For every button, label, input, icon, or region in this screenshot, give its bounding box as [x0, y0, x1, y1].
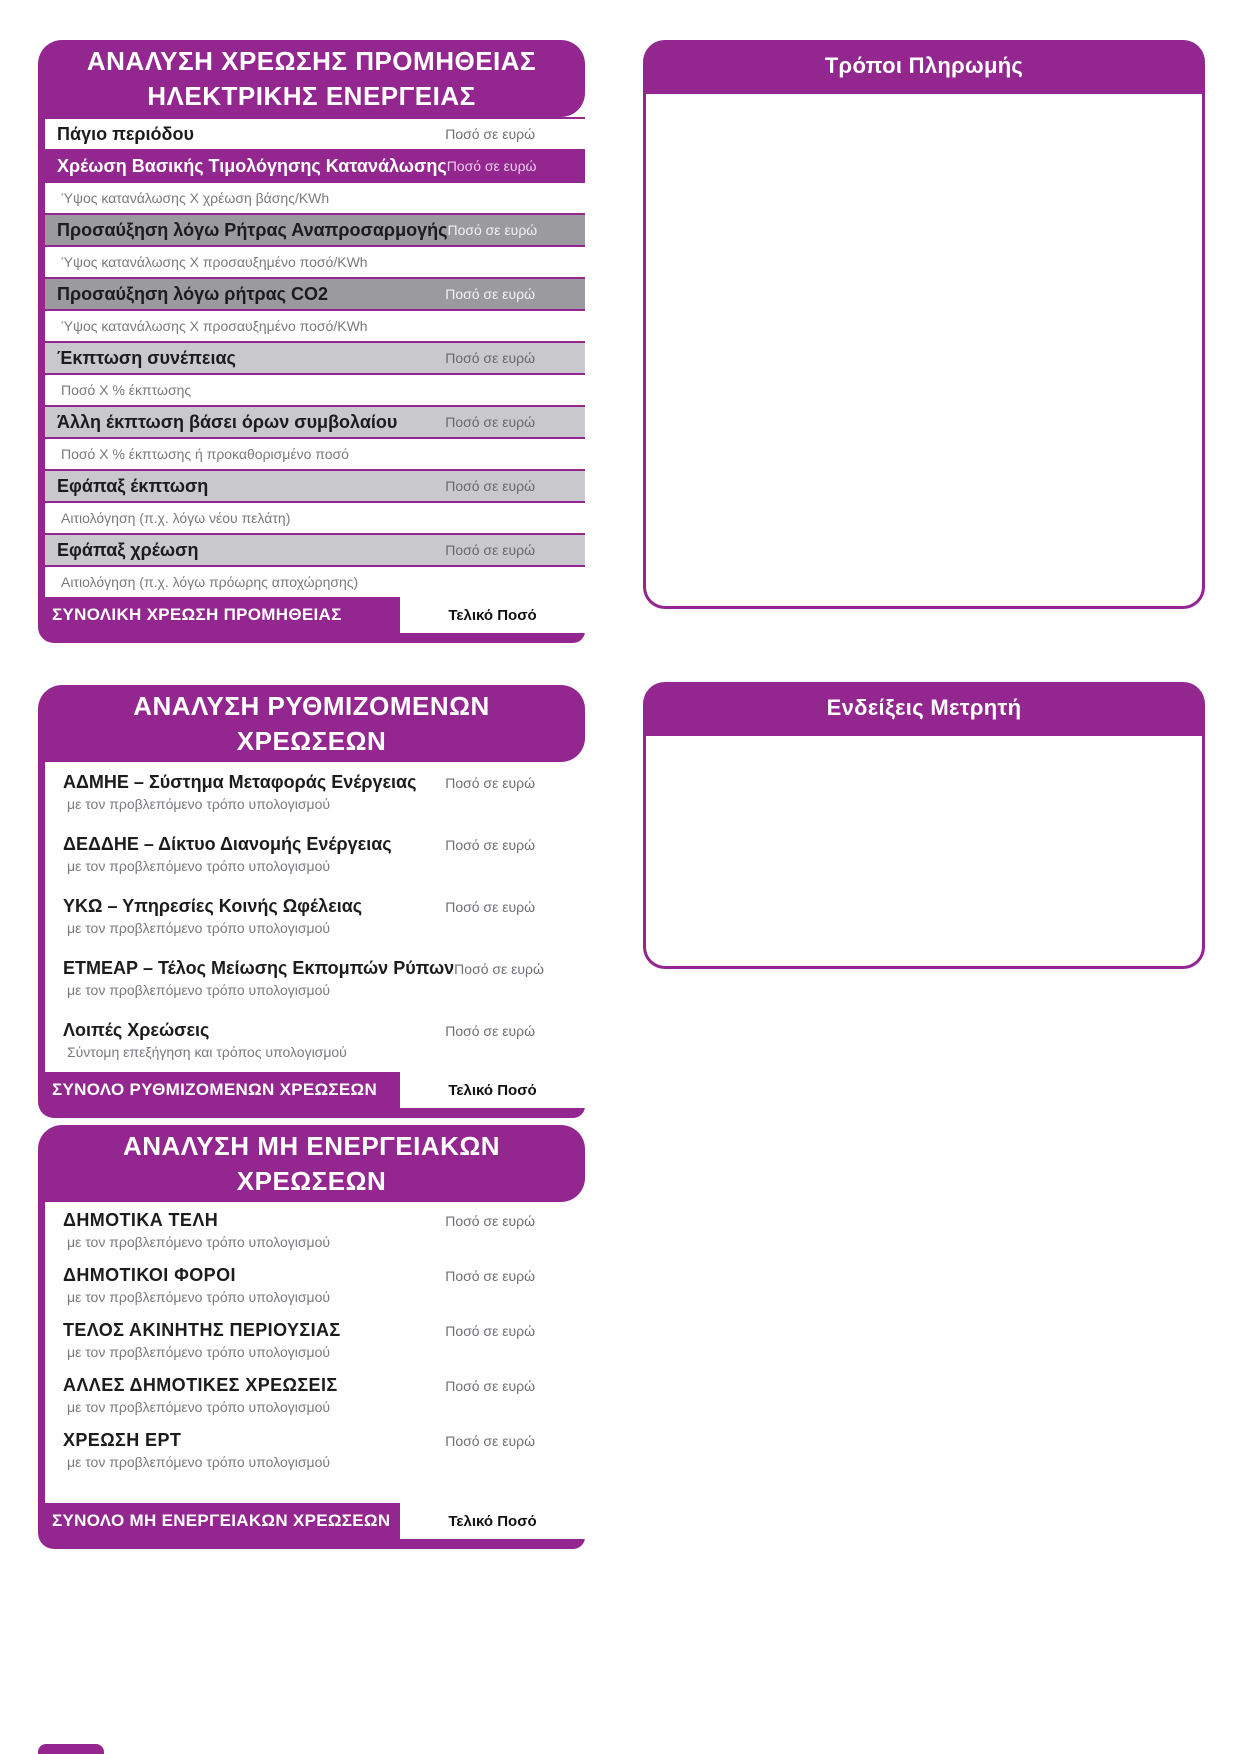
total-label: ΣΥΝΟΛΙΚΗ ΧΡΕΩΣΗ ΠΡΟΜΗΘΕΙΑΣ [52, 605, 342, 624]
charge-formula: Αιτιολόγηση (π.χ. λόγω νέου πελάτη) [61, 510, 291, 526]
charge-label: Λοιπές Χρεώσεις [63, 1020, 210, 1040]
charge-label: Εφάπαξ έκπτωση [57, 475, 209, 496]
charge-formula-row [45, 181, 585, 213]
regulated-section-title [38, 685, 585, 762]
charge-row [45, 948, 585, 1010]
left-column [38, 40, 585, 1549]
charge-formula: Ποσό Χ % έκπτωσης [61, 382, 192, 398]
amount-placeholder: Ποσό σε ευρώ [445, 350, 535, 366]
charge-label: Εφάπαξ χρέωση [57, 539, 199, 560]
supply-total-bar [38, 597, 585, 643]
non-energy-charges-section [38, 1125, 585, 1549]
amount-placeholder: Ποσό σε ευρώ [445, 542, 535, 558]
total-label: ΣΥΝΟΛΟ ΜΗ ΕΝΕΡΓΕΙΑΚΩΝ ΧΡΕΩΣΕΩΝ [52, 1511, 391, 1530]
amount-placeholder: Ποσό σε ευρώ [445, 775, 535, 791]
charge-formula-row [45, 565, 585, 597]
charge-label: Άλλη έκπτωση βάσει όρων συμβολαίου [57, 411, 398, 432]
charge-formula: με τον προβλεπόμενο τρόπο υπολογισμού [67, 920, 331, 936]
charge-formula: με τον προβλεπόμενο τρόπο υπολογισμού [67, 796, 331, 812]
non-energy-section-title [38, 1125, 585, 1202]
charge-label: ΑΛΛΕΣ ΔΗΜΟΤΙΚΕΣ ΧΡΕΩΣΕΙΣ [63, 1375, 338, 1395]
charge-row [45, 762, 585, 824]
supply-charges-section [38, 40, 585, 643]
charge-formula-row [45, 501, 585, 533]
amount-placeholder: Ποσό σε ευρώ [445, 1023, 535, 1039]
charge-formula: με τον προβλεπόμενο τρόπο υπολογισμού [67, 982, 331, 998]
payment-methods-content-area [643, 92, 1205, 609]
amount-placeholder: Ποσό σε ευρώ [445, 126, 535, 142]
charge-formula: Ποσό Χ % έκπτωσης ή προκαθορισμένο ποσό [61, 446, 349, 462]
charge-label: ΔΗΜΟΤΙΚΟΙ ΦΟΡΟΙ [63, 1265, 236, 1285]
charge-row [45, 149, 585, 181]
charge-formula: Ύψος κατανάλωσης Χ προσαυξημένο ποσό/KWh [61, 254, 368, 270]
payment-methods-box [643, 40, 1205, 609]
non-energy-total-bar [38, 1503, 585, 1549]
amount-placeholder: Ποσό σε ευρώ [445, 1323, 535, 1339]
regulated-section-body [38, 762, 585, 1072]
charge-formula-row [45, 309, 585, 341]
charge-formula: με τον προβλεπόμενο τρόπο υπολογισμού [67, 1289, 331, 1305]
charge-label: ΧΡΕΩΣΗ ΕΡΤ [63, 1430, 182, 1450]
charge-formula: με τον προβλεπόμενο τρόπο υπολογισμού [67, 1234, 331, 1250]
meter-readings-content-area [643, 734, 1205, 969]
section-title-line2: ΧΡΕΩΣΕΩΝ [236, 1165, 387, 1196]
charge-row [45, 1010, 585, 1072]
amount-placeholder: Ποσό σε ευρώ [445, 1268, 535, 1284]
charge-row [45, 1202, 585, 1257]
amount-placeholder: Ποσό σε ευρώ [454, 961, 544, 977]
charge-formula: Ύψος κατανάλωσης Χ προσαυξημένο ποσό/KWh [61, 318, 368, 334]
charge-row [45, 533, 585, 565]
charge-formula-row [45, 245, 585, 277]
charge-row [45, 117, 585, 149]
charge-formula: με τον προβλεπόμενο τρόπο υπολογισμού [67, 1344, 331, 1360]
charge-label: Πάγιο περιόδου [57, 123, 194, 144]
charge-row [45, 1422, 585, 1477]
charge-row [45, 341, 585, 373]
charge-row [45, 277, 585, 309]
section-title-line1: ΑΝΑΛΥΣΗ ΧΡΕΩΣΗΣ ΠΡΟΜΗΘΕΙΑΣ [86, 45, 537, 76]
amount-placeholder: Ποσό σε ευρώ [445, 286, 535, 302]
section-title-line2: ΧΡΕΩΣΕΩΝ [236, 725, 387, 756]
charge-label: ΔΗΜΟΤΙΚΑ ΤΕΛΗ [63, 1210, 219, 1230]
right-column [643, 40, 1205, 969]
charge-formula: με τον προβλεπόμενο τρόπο υπολογισμού [67, 1454, 331, 1470]
section-title-line1: ΑΝΑΛΥΣΗ ΡΥΘΜΙΖΟΜΕΝΩΝ [133, 690, 490, 721]
final-amount-box: Τελικό Ποσό [400, 597, 585, 633]
charge-label: ΥΚΩ – Υπηρεσίες Κοινής Ωφέλειας [63, 896, 363, 916]
charge-formula-row [45, 373, 585, 405]
charge-label: Έκπτωση συνέπειας [57, 347, 236, 368]
supply-section-title [38, 40, 585, 117]
charge-formula: με τον προβλεπόμενο τρόπο υπολογισμού [67, 1399, 331, 1415]
meter-readings-title: Ενδείξεις Μετρητή [643, 682, 1205, 734]
amount-placeholder: Ποσό σε ευρώ [446, 158, 537, 174]
amount-placeholder: Ποσό σε ευρώ [445, 1378, 535, 1394]
charge-label: ΔΕΔΔΗΕ – Δίκτυο Διανομής Ενέργειας [63, 834, 392, 854]
charge-row [45, 1367, 585, 1422]
charge-row [45, 213, 585, 245]
charge-formula-row [45, 437, 585, 469]
final-amount-box: Τελικό Ποσό [400, 1503, 585, 1539]
amount-placeholder: Ποσό σε ευρώ [447, 222, 538, 238]
regulated-total-bar [38, 1072, 585, 1118]
charge-formula: με τον προβλεπόμενο τρόπο υπολογισμού [67, 858, 331, 874]
amount-placeholder: Ποσό σε ευρώ [445, 837, 535, 853]
meter-readings-box [643, 682, 1205, 969]
charge-row [45, 886, 585, 948]
charge-label: Προσαύξηση λόγω ρήτρας CO2 [57, 283, 329, 304]
charge-label: ΤΕΛΟΣ ΑΚΙΝΗΤΗΣ ΠΕΡΙΟΥΣΙΑΣ [63, 1320, 341, 1340]
charge-formula: Σύντομη επεξήγηση και τρόπος υπολογισμού [67, 1044, 347, 1060]
charge-label: ΑΔΜΗΕ – Σύστημα Μεταφοράς Ενέργειας [63, 772, 417, 792]
payment-methods-title: Τρόποι Πληρωμής [643, 40, 1205, 92]
charge-label: Χρέωση Βασικής Τιμολόγησης Κατανάλωσης [57, 155, 447, 176]
charge-label: ΕΤΜΕΑΡ – Τέλος Μείωσης Εκπομπών Ρύπων [63, 958, 455, 978]
section-title-line2: ΗΛΕΚΤΡΙΚΗΣ ΕΝΕΡΓΕΙΑΣ [147, 80, 476, 111]
final-amount-box: Τελικό Ποσό [400, 1072, 585, 1108]
amount-placeholder: Ποσό σε ευρώ [445, 1213, 535, 1229]
section-title-line1: ΑΝΑΛΥΣΗ ΜΗ ΕΝΕΡΓΕΙΑΚΩΝ [122, 1130, 501, 1161]
total-label: ΣΥΝΟΛΟ ΡΥΘΜΙΖΟΜΕΝΩΝ ΧΡΕΩΣΕΩΝ [52, 1080, 378, 1099]
charge-row [45, 405, 585, 437]
supply-section-body [38, 117, 585, 597]
charge-formula: Αιτιολόγηση (π.χ. λόγω πρόωρης αποχώρησης) [61, 574, 359, 590]
charge-row [45, 1312, 585, 1367]
next-section-cutoff-fragment [38, 1744, 104, 1754]
regulated-charges-section [38, 685, 585, 1118]
charge-row [45, 469, 585, 501]
amount-placeholder: Ποσό σε ευρώ [445, 478, 535, 494]
amount-placeholder: Ποσό σε ευρώ [445, 414, 535, 430]
amount-placeholder: Ποσό σε ευρώ [445, 1433, 535, 1449]
charge-row [45, 1257, 585, 1312]
charge-row [45, 824, 585, 886]
amount-placeholder: Ποσό σε ευρώ [445, 899, 535, 915]
non-energy-section-body [38, 1202, 585, 1503]
charge-label: Προσαύξηση λόγω Ρήτρας Αναπροσαρμογής [57, 219, 448, 240]
charge-formula: Ύψος κατανάλωσης Χ χρέωση βάσης/KWh [61, 190, 330, 206]
